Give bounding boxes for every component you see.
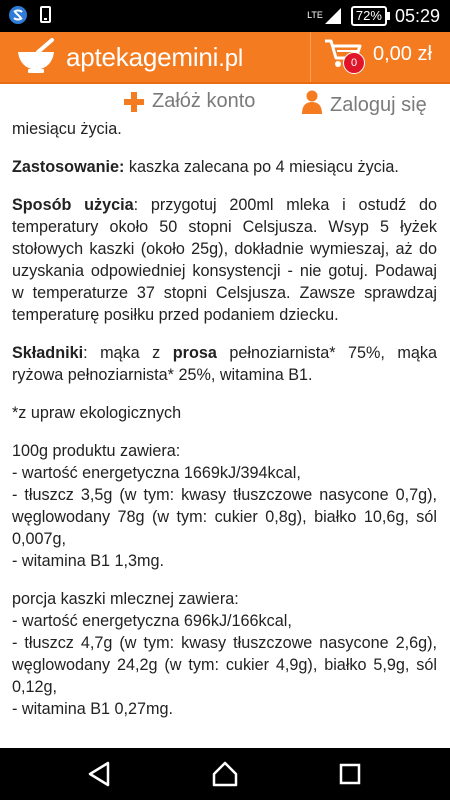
site-header	[0, 32, 450, 84]
cart-total: 0,00 zł	[373, 43, 432, 65]
preparation-text: : przygotuj 200ml mleka i ostudź do temperatury około 50 stopni Celsjusza. Wsyp 5 łyżek stołowych kaszki (około 25g), dokładnie wymieszaj, aż do uzyskania odpowiedniej konsystencji - nie gotuj. Podawaj w temperaturze 37 stopni Celsjusza. Zawsze sprawdzaj temperaturę posiłku przed podaniem dziecku.	[12, 196, 438, 324]
back-icon[interactable]	[86, 760, 114, 793]
mortar-logo-icon[interactable]	[12, 38, 60, 81]
product-description[interactable]	[0, 122, 450, 748]
clock: 05:29	[394, 6, 440, 26]
ingredients-text: : mąka z	[83, 344, 173, 362]
nutrition-line: - witamina B1 1,3mg.	[12, 552, 165, 570]
nutrition-line: - tłuszcz 3,5g (w tym: kwasy tłuszczowe nasycone 0,7g), węglowodany 78g (w tym: cukier 0,8g), białko 10,6g, sól 0,007g,	[12, 486, 437, 548]
nutrition-line: - wartość energetyczna 696kJ/166kcal,	[12, 612, 292, 630]
phone-notification-icon	[38, 5, 54, 30]
brand-name: aptekagemini	[66, 42, 219, 72]
usage-text: kaszka zalecana po 4 miesiącu życia.	[124, 158, 399, 176]
nutrition-per-portion-heading: porcja kaszki mlecznej zawiera:	[12, 590, 239, 608]
organic-note: *z upraw ekologicznych	[12, 404, 182, 422]
nutrition-line: - tłuszcz 4,7g (w tym: kwasy tłuszczowe nasycone 2,6g), węglowodany 24,2g (w tym: cukier 4,9g), białko 5,9g, sól 0,12g,	[12, 634, 437, 696]
nutrition-per-100g	[12, 440, 437, 572]
nutrition-line: - wartość energetyczna 1669kJ/394kcal,	[12, 464, 301, 482]
status-bar	[0, 0, 450, 32]
ingredient-highlight: prosa	[172, 344, 217, 362]
recents-icon[interactable]	[336, 760, 364, 793]
login-label: Zaloguj się	[330, 93, 427, 116]
nutrition-line: - witamina B1 0,27mg.	[12, 700, 174, 718]
plus-icon	[124, 92, 144, 112]
brand-logo-text[interactable]	[66, 41, 243, 75]
navigation-bar	[0, 748, 450, 800]
signal-icon	[307, 6, 343, 26]
ingredients-text-rest: pełnoziarnista* 75%, mąka ryżowa pełnoziarnista* 25%, witamina B1.	[12, 344, 437, 384]
user-icon	[302, 90, 322, 120]
brand-domain: .pl	[218, 45, 244, 72]
account-links	[0, 84, 450, 122]
nutrition-per-portion	[12, 588, 437, 720]
register-label: Załóż konto	[152, 90, 256, 112]
usage-paragraph	[12, 156, 437, 178]
cart-count-badge: 0	[343, 52, 365, 74]
login-link[interactable]	[302, 90, 427, 120]
cart-button[interactable]	[310, 32, 450, 82]
home-icon[interactable]	[211, 760, 239, 793]
app-notification-icon	[8, 5, 28, 30]
ingredients-paragraph	[12, 342, 437, 386]
network-type: LTE	[307, 10, 323, 20]
nutrition-per-100g-heading: 100g produktu zawiera:	[12, 442, 181, 460]
usage-heading: Zastosowanie:	[12, 158, 125, 176]
register-link[interactable]	[124, 90, 255, 113]
partial-text-line: miesiącu życia.	[12, 122, 122, 138]
preparation-paragraph	[12, 194, 437, 326]
battery-indicator: 72%	[351, 6, 387, 26]
preparation-heading: Sposób użycia	[12, 196, 134, 214]
ingredients-heading: Składniki	[12, 344, 84, 362]
